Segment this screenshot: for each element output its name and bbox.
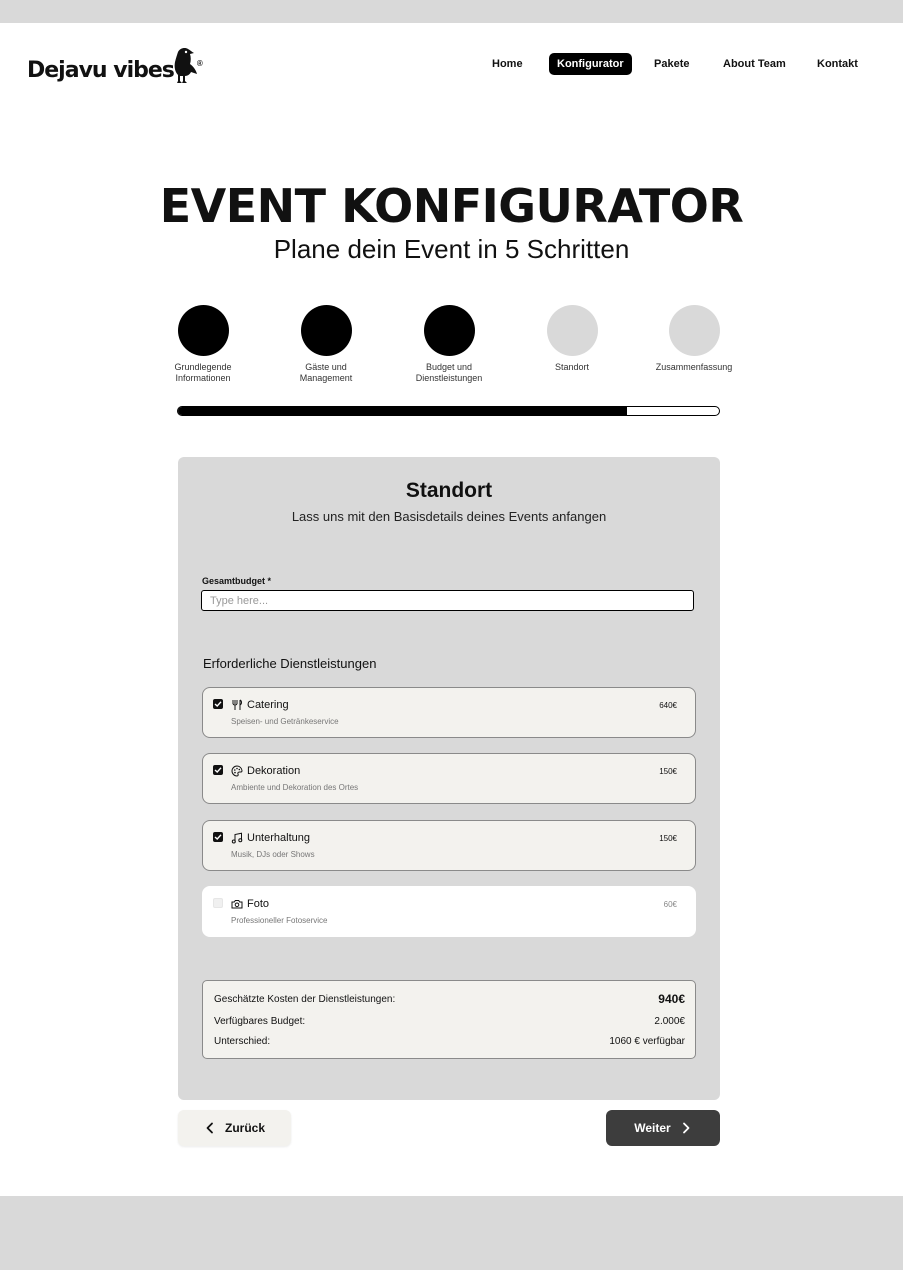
summary-diff-row	[214, 1034, 685, 1048]
foto-checkbox[interactable]	[213, 898, 223, 908]
progress-fill	[178, 407, 627, 415]
step-label: Gäste und Management	[299, 362, 353, 383]
budget-label: Gesamtbudget *	[202, 576, 272, 586]
service-price: 60€	[663, 900, 677, 909]
dekoration-checkbox[interactable]	[213, 765, 223, 775]
nav-home[interactable]: Home	[492, 58, 523, 70]
catering-checkbox[interactable]	[213, 699, 223, 709]
card-subtitle: Lass uns mit den Basisdetails deines Events anfangen	[291, 509, 607, 524]
nav-pakete[interactable]: Pakete	[654, 58, 690, 70]
main-nav	[480, 53, 865, 75]
back-button-label: Zurück	[224, 1121, 265, 1135]
card-title: Standort	[405, 479, 493, 502]
configurator-card	[178, 457, 720, 1100]
diff-label: Unterschied:	[214, 1035, 271, 1047]
service-description: Ambiente und Dekoration des Ortes	[231, 783, 359, 792]
step-indicator	[669, 305, 720, 356]
check-icon	[214, 700, 222, 708]
service-price: 150€	[659, 767, 677, 776]
service-foto[interactable]	[202, 886, 696, 937]
step-1[interactable]	[153, 305, 253, 384]
service-name: Catering	[247, 699, 289, 711]
budget-label-summary: Verfügbares Budget:	[214, 1015, 306, 1027]
service-price: 150€	[659, 834, 677, 843]
step-4[interactable]	[522, 305, 622, 373]
back-button[interactable]	[178, 1110, 291, 1146]
palette-icon	[231, 765, 243, 777]
unterhaltung-checkbox[interactable]	[213, 832, 223, 842]
step-indicator	[424, 305, 475, 356]
step-indicator	[301, 305, 352, 356]
service-name: Unterhaltung	[247, 832, 310, 844]
cost-label: Geschätzte Kosten der Dienstleistungen:	[214, 993, 396, 1005]
brand-logo[interactable]	[27, 44, 203, 84]
diff-value: 1060 € verfügbar	[609, 1035, 685, 1047]
utensils-icon	[231, 699, 243, 711]
progress-bar	[177, 406, 720, 416]
service-catering[interactable]	[202, 687, 696, 738]
service-description: Musik, DJs oder Shows	[231, 850, 315, 859]
chevron-left-icon	[204, 1122, 216, 1134]
nav-about-team[interactable]: About Team	[723, 58, 786, 70]
page-subtitle: Plane dein Event in 5 Schritten	[273, 234, 630, 264]
service-price: 640€	[659, 701, 677, 710]
step-label: Grundlegende Informationen	[174, 362, 232, 383]
nav-konfigurator[interactable]: Konfigurator	[549, 53, 632, 75]
next-button[interactable]	[606, 1110, 720, 1146]
summary-budget-row	[214, 1014, 685, 1028]
crow-icon	[172, 46, 198, 84]
step-3[interactable]	[399, 305, 499, 384]
service-dekoration[interactable]	[202, 753, 696, 804]
check-icon	[214, 766, 222, 774]
step-2[interactable]	[276, 305, 376, 384]
camera-icon	[231, 898, 243, 910]
step-label: Standort	[554, 362, 590, 372]
budget-input[interactable]	[201, 590, 694, 611]
step-label: Zusammenfassung	[655, 362, 733, 372]
step-label: Budget und Dienstleistungen	[415, 362, 483, 383]
brand-name: Dejavu vibes	[27, 58, 174, 83]
music-note-icon	[231, 832, 243, 844]
nav-kontakt[interactable]: Kontakt	[817, 58, 858, 70]
service-name: Foto	[247, 898, 270, 910]
services-title: Erforderliche Dienstleistungen	[203, 656, 377, 671]
step-5[interactable]	[644, 305, 744, 373]
service-description: Professioneller Fotoservice	[231, 916, 328, 925]
service-unterhaltung[interactable]	[202, 820, 696, 871]
registered-mark: ®	[196, 59, 203, 68]
page-title: EVENT KONFIGURATOR	[159, 179, 744, 233]
check-icon	[214, 833, 222, 841]
step-indicator	[547, 305, 598, 356]
service-name: Dekoration	[247, 765, 301, 777]
step-indicator	[178, 305, 229, 356]
cost-summary	[202, 980, 696, 1059]
service-description: Speisen- und Getränkeservice	[231, 717, 339, 726]
chevron-right-icon	[680, 1122, 692, 1134]
budget-value: 2.000€	[654, 1015, 685, 1027]
next-button-label: Weiter	[634, 1121, 671, 1135]
cost-value: 940€	[658, 992, 685, 1006]
summary-cost-row	[214, 992, 685, 1006]
footer-band	[0, 1196, 903, 1270]
